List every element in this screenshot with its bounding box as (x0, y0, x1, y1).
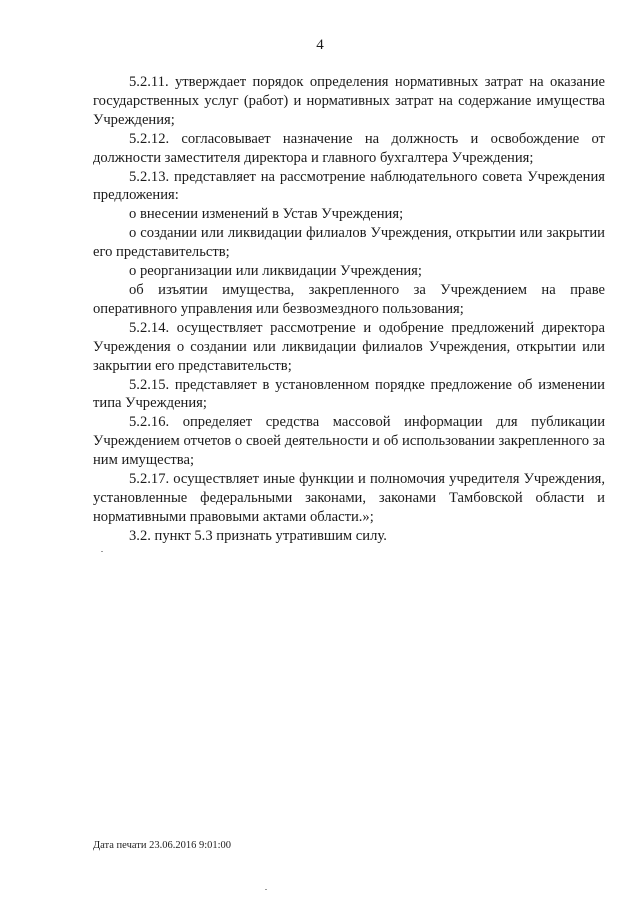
paragraph-5-2-15: 5.2.15. представляет в установленном порядке предложение об изменении типа Учреждения; (93, 376, 605, 412)
list-item-branches: о создании или ликвидации филиалов Учреждения, открытии или закрытии его представительств; (93, 225, 605, 261)
paragraph-3-2: 3.2. пункт 5.3 признать утратившим силу. (129, 527, 387, 544)
paragraph-5-2-17: 5.2.17. осуществляет иные функции и полномочия учредителя Учреждения, установленные федеральными законами, законами Тамбовской области и нормативными правовыми актами области.»; (93, 471, 605, 525)
scan-speck (265, 889, 267, 890)
paragraph-5-2-16: 5.2.16. определяет средства массовой информации для публикации Учреждением отчетов о своей деятельности и об использовании закрепленного за ним имущества; (93, 414, 605, 469)
list-item-charter-changes: о внесении изменений в Устав Учреждения; (129, 206, 404, 223)
document-body (93, 73, 605, 546)
paragraph-5-2-14: 5.2.14. осуществляет рассмотрение и одобрение предложений директора Учреждения о создании или ликвидации филиалов Учреждения, открытии или закрытии его представительств; (93, 319, 605, 374)
paragraph-5-2-11: 5.2.11. утверждает порядок определения нормативных затрат на оказание государственных услуг (работ) и нормативных затрат на содержание имущества Учреждения; (93, 74, 605, 128)
paragraph-5-2-12: 5.2.12. согласовывает назначение на должность и освобождение от должности заместителя директора и главного бухгалтера Учреждения; (93, 130, 605, 166)
scan-speck (101, 551, 103, 552)
list-item-reorganization: о реорганизации или ликвидации Учреждения; (129, 263, 422, 280)
page-number: 4 (316, 37, 324, 53)
paragraph-5-2-13: 5.2.13. представляет на рассмотрение наблюдательного совета Учреждения предложения: (93, 168, 605, 204)
print-date-footer: Дата печати 23.06.2016 9:01:00 (93, 840, 232, 851)
list-item-property-withdrawal: об изъятии имущества, закрепленного за Учреждением на праве оперативного управления или безвозмездного пользования; (93, 281, 605, 317)
